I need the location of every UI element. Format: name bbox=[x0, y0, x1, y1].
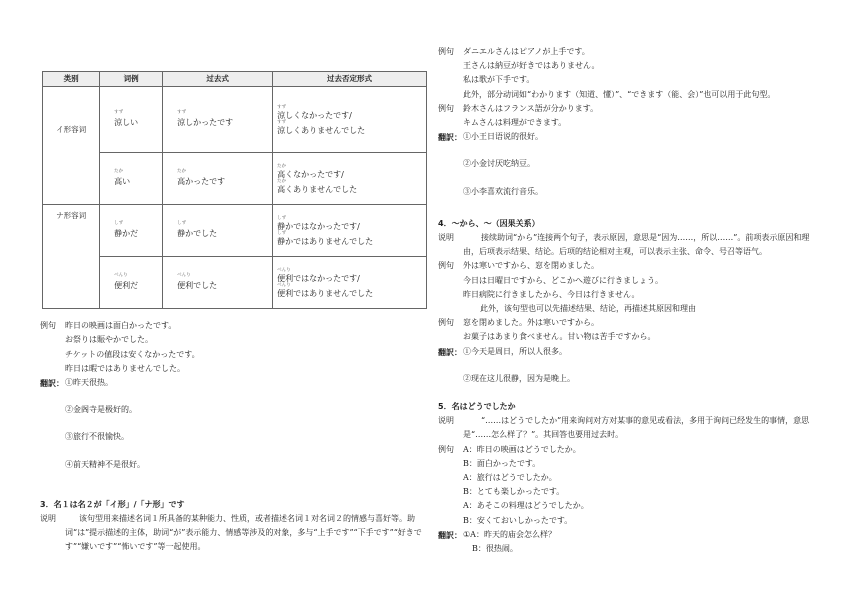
explanation-text: 该句型用来描述名词１所具备的某种能力、性质，或者描述名词１对名词２的情感与喜好等。助词“は”提示描述的主体，助词“が”表示能力、情感等涉及的对象，多与“上手です”“下手です”“好きです”“嫌いです”“怖いです”等一起使用。 bbox=[65, 514, 422, 552]
explanation-text: 接续助词“から”连接两个句子，表示原因，意思是“因为……，所以……”。前项表示原因和理由，后项表示结果、结论。后项的结论相对主观，可以表示主张、命令、号召等语气。 bbox=[463, 233, 810, 257]
translation-line: ①A：昨天的庙会怎么样？ bbox=[463, 529, 556, 539]
adjective-table bbox=[42, 71, 427, 309]
note-line: 此外，该句型也可以先描述结果、结论，再描述其原因和理由 bbox=[480, 304, 696, 314]
dialog-line: B：面白かったです。 bbox=[463, 458, 541, 468]
negative-cell: しず 静かではなかったです/ しず 静かではありませんでした bbox=[273, 205, 427, 257]
word-cell: すず 涼しい bbox=[100, 87, 163, 153]
explanation-text: “……はどうでしたか”用来询问对方对某事的意见或看法，多用于询问已经发生的事情，意思是“……怎么样了？”。其回答也要用过去时。 bbox=[463, 416, 810, 440]
explanation-block bbox=[438, 231, 818, 259]
table-row bbox=[43, 87, 427, 153]
example-block bbox=[438, 316, 818, 330]
example-label: 例句 bbox=[438, 318, 454, 328]
example-line: お祭りは賑やかでした。 bbox=[65, 335, 153, 345]
translation-label: 翻訳： bbox=[438, 346, 462, 357]
example-line: 鈴木さんはフランス語が分かります。 bbox=[463, 103, 599, 113]
example-label: 例句 bbox=[40, 321, 56, 331]
left-column bbox=[40, 0, 430, 555]
na-adjective-category: ナ形容词 bbox=[43, 205, 100, 309]
translation-line: ②小金讨厌吃纳豆。 bbox=[463, 159, 535, 169]
translation-line: ①昨天很热。 bbox=[65, 378, 113, 388]
past-cell: しず 静かでした bbox=[163, 205, 273, 257]
negative-cell: たか 高くなかったです/ たか 高くありませんでした bbox=[273, 153, 427, 205]
header-example: 词例 bbox=[100, 72, 163, 87]
translation-line: ③小李喜欢流行音乐。 bbox=[463, 186, 543, 196]
section-5-heading: 5．名はどうでしたか bbox=[438, 402, 516, 412]
translation-line: ①今天是周日，所以人很多。 bbox=[463, 346, 567, 356]
past-cell: すず 涼しかったです bbox=[163, 87, 273, 153]
example-line: 私は歌が下手です。 bbox=[463, 75, 535, 85]
explanation-label: 说明 bbox=[438, 233, 454, 243]
example-block bbox=[438, 443, 818, 457]
dialog-line: A：旅行はどうでしたか。 bbox=[463, 473, 557, 483]
word-cell: しず 静かだ bbox=[100, 205, 163, 257]
table-row bbox=[43, 153, 427, 205]
translation-label: 翻訳： bbox=[438, 132, 462, 143]
translation-line: ②金阁寺是极好的。 bbox=[65, 405, 137, 415]
example-line: ダニエルさんはピアノが上手です。 bbox=[463, 47, 590, 56]
negative-cell: べんり 便利ではなかったです/ べんり 便利ではありませんでした bbox=[273, 257, 427, 309]
translation-label: 翻訳： bbox=[438, 529, 462, 540]
dialog-line: A：あそこの料理はどうでしたか。 bbox=[463, 501, 589, 511]
example-block bbox=[40, 319, 430, 333]
example-label: 例句 bbox=[438, 261, 454, 271]
example-line: チケットの値段は安くなかったです。 bbox=[65, 349, 200, 359]
past-cell: べんり 便利でした bbox=[163, 257, 273, 309]
header-past-negative: 过去否定形式 bbox=[273, 72, 427, 87]
explanation-label: 说明 bbox=[438, 416, 454, 426]
dialog-line: B：とても楽しかったです。 bbox=[463, 487, 565, 497]
example-line: 昨日病院に行きましたから、今日は行きません。 bbox=[463, 289, 640, 299]
translation-line: B：很热闹。 bbox=[472, 544, 518, 554]
example-line: 窓を閉めました。外は寒いですから。 bbox=[463, 318, 599, 328]
dialog-line: B：安くておいしかったです。 bbox=[463, 515, 573, 525]
table-row bbox=[43, 257, 427, 309]
table-header-row bbox=[43, 72, 427, 87]
i-adjective-category: イ形容词 bbox=[43, 87, 100, 205]
example-block bbox=[438, 259, 818, 273]
example-line: 王さんは納豆が好きではありません。 bbox=[463, 61, 600, 71]
example-line: 外は寒いですから、窓を閉めました。 bbox=[463, 261, 599, 271]
example-label: 例句 bbox=[438, 47, 454, 56]
example-line: 昨日の映画は面白かったです。 bbox=[65, 321, 177, 331]
example-label: 例句 bbox=[438, 103, 454, 113]
example-block bbox=[438, 102, 818, 116]
example-label: 例句 bbox=[438, 444, 454, 454]
dialog-line: A：昨日の映画はどうでしたか。 bbox=[463, 444, 581, 454]
translation-line: ①小王日语说的很好。 bbox=[463, 132, 543, 142]
translation-block bbox=[438, 345, 818, 359]
word-cell: たか 高い bbox=[100, 153, 163, 205]
translation-block bbox=[438, 130, 818, 144]
explanation-block bbox=[40, 512, 430, 555]
header-past: 过去式 bbox=[163, 72, 273, 87]
header-category: 类别 bbox=[43, 72, 100, 87]
note-line: 此外，部分动词如“わかります（知道、懂）”、“できます（能、会）”也可以用于此句型。 bbox=[463, 89, 776, 99]
explanation-label: 说明 bbox=[40, 514, 56, 524]
translation-block bbox=[438, 528, 818, 542]
negative-cell: すず 涼しくなかったです/ すず 涼しくありませんでした bbox=[273, 87, 427, 153]
example-line: 今日は日曜日ですから、どこかへ遊びに行きましょう。 bbox=[463, 275, 663, 285]
translation-line: ④前天精神不是很好。 bbox=[65, 459, 145, 469]
word-cell: べんり 便利だ bbox=[100, 257, 163, 309]
right-column bbox=[438, 0, 818, 556]
table-row bbox=[43, 205, 427, 257]
translation-line: ③旅行不很愉快。 bbox=[65, 432, 129, 442]
example-block bbox=[438, 45, 818, 59]
example-line: 昨日は暇ではありませんでした。 bbox=[65, 363, 185, 373]
section-4-heading: 4．～から、～（因果关系） bbox=[438, 218, 540, 228]
translation-label: 翻訳： bbox=[40, 378, 64, 389]
past-cell: たか 高かったです bbox=[163, 153, 273, 205]
example-line: お菓子はあまり食べません。甘い物は苦手ですから。 bbox=[463, 332, 656, 342]
explanation-block bbox=[438, 414, 818, 442]
translation-line: ②现在这儿很静，因为是晚上。 bbox=[463, 373, 575, 383]
section-3-heading: 3．名１は名２が「イ形」/「ナ形」です bbox=[40, 499, 185, 509]
translation-block bbox=[40, 376, 430, 390]
example-line: キムさんは料理ができます。 bbox=[463, 118, 567, 128]
